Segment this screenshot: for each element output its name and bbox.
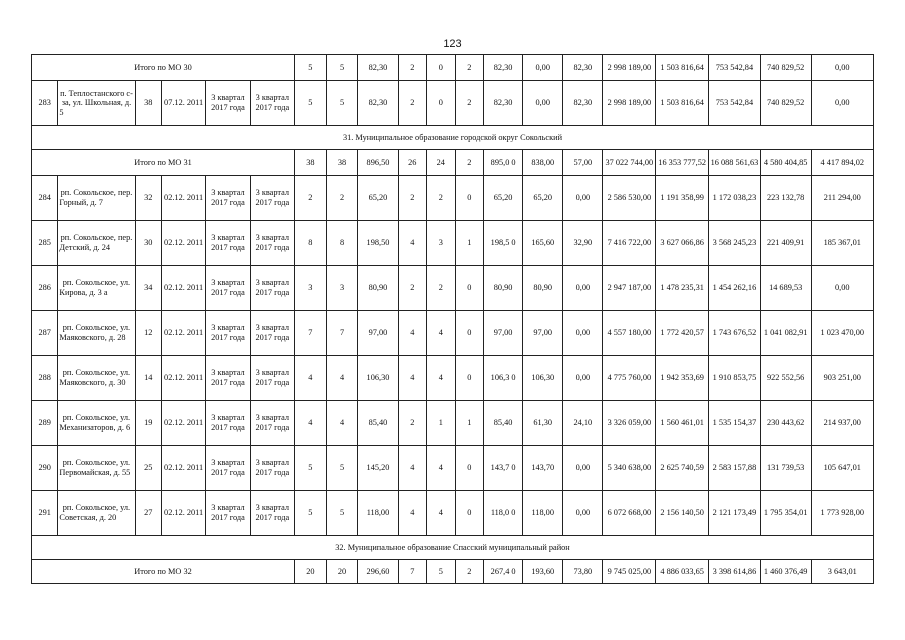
table-row bbox=[32, 446, 874, 491]
cell: 5 bbox=[326, 55, 358, 81]
cell: 838,00 bbox=[523, 150, 563, 176]
cell: 3 квартал 2017 года bbox=[250, 176, 294, 221]
cell: 14 689,53 bbox=[760, 266, 811, 311]
cell: 32 bbox=[135, 176, 161, 221]
cell: 3 квартал 2017 года bbox=[206, 356, 250, 401]
address-cell: рп. Сокольское, пер. Горный, д. 7 bbox=[58, 176, 135, 221]
cell: 2 583 157,88 bbox=[709, 446, 761, 491]
cell: 1 503 816,64 bbox=[656, 55, 709, 81]
cell: 2 bbox=[398, 266, 427, 311]
cell: 4 bbox=[295, 356, 327, 401]
cell: 2 947 187,00 bbox=[603, 266, 656, 311]
row-number: 283 bbox=[32, 81, 58, 126]
table-row bbox=[32, 81, 874, 126]
cell: 2 bbox=[455, 150, 484, 176]
cell: 4 bbox=[398, 491, 427, 536]
cell: 19 bbox=[135, 401, 161, 446]
cell: 0,00 bbox=[563, 491, 603, 536]
cell: 3 bbox=[295, 266, 327, 311]
cell: 4 bbox=[398, 446, 427, 491]
cell: 2 bbox=[398, 176, 427, 221]
address-cell: рп. Сокольское, ул. Маяковского, д. 30 bbox=[58, 356, 135, 401]
cell: 3 квартал 2017 года bbox=[206, 176, 250, 221]
cell: 16 088 561,63 bbox=[709, 150, 761, 176]
cell: 82,30 bbox=[563, 81, 603, 126]
section-row bbox=[32, 536, 874, 560]
cell: 65,20 bbox=[523, 176, 563, 221]
cell: 4 580 404,85 bbox=[760, 150, 811, 176]
cell: 2 998 189,00 bbox=[603, 81, 656, 126]
date-cell: 02.12. 2011 bbox=[161, 176, 205, 221]
cell: 85,40 bbox=[358, 401, 398, 446]
section-heading: 32. Муниципальное образование Спасский муниципальный район bbox=[32, 536, 874, 560]
cell: 193,60 bbox=[523, 560, 563, 584]
table-row bbox=[32, 356, 874, 401]
cell: 0 bbox=[455, 311, 484, 356]
cell: 2 bbox=[427, 266, 456, 311]
cell: 85,40 bbox=[484, 401, 523, 446]
row-number: 287 bbox=[32, 311, 58, 356]
cell: 34 bbox=[135, 266, 161, 311]
cell: 2 bbox=[455, 560, 484, 584]
cell: 118,0 0 bbox=[484, 491, 523, 536]
cell: 903 251,00 bbox=[811, 356, 873, 401]
cell: 65,20 bbox=[484, 176, 523, 221]
cell: 1 041 082,91 bbox=[760, 311, 811, 356]
cell: 30 bbox=[135, 221, 161, 266]
section-row bbox=[32, 126, 874, 150]
cell: 3 квартал 2017 года bbox=[206, 491, 250, 536]
total-label: Итого по МО 31 bbox=[32, 150, 295, 176]
total-row-mo32 bbox=[32, 560, 874, 584]
address-cell: рп. Сокольское, ул. Механизаторов, д. 6 bbox=[58, 401, 135, 446]
cell: 27 bbox=[135, 491, 161, 536]
cell: 20 bbox=[295, 560, 327, 584]
cell: 0 bbox=[455, 266, 484, 311]
cell: 0,00 bbox=[523, 55, 563, 81]
row-number: 291 bbox=[32, 491, 58, 536]
date-cell: 02.12. 2011 bbox=[161, 401, 205, 446]
cell: 0 bbox=[455, 356, 484, 401]
cell: 97,00 bbox=[523, 311, 563, 356]
cell: 2 bbox=[295, 176, 327, 221]
cell: 106,30 bbox=[523, 356, 563, 401]
cell: 3 квартал 2017 года bbox=[206, 81, 250, 126]
cell: 753 542,84 bbox=[709, 81, 761, 126]
cell: 3 квартал 2017 года bbox=[206, 266, 250, 311]
cell: 2 bbox=[427, 176, 456, 221]
date-cell: 02.12. 2011 bbox=[161, 266, 205, 311]
cell: 24,10 bbox=[563, 401, 603, 446]
page-number: 123 bbox=[443, 38, 462, 50]
row-number: 290 bbox=[32, 446, 58, 491]
cell: 4 bbox=[427, 491, 456, 536]
cell: 3 bbox=[427, 221, 456, 266]
table-row bbox=[32, 401, 874, 446]
cell: 37 022 744,00 bbox=[603, 150, 656, 176]
cell: 57,00 bbox=[563, 150, 603, 176]
cell: 3 квартал 2017 года bbox=[250, 401, 294, 446]
cell: 214 937,00 bbox=[811, 401, 873, 446]
cell: 2 bbox=[398, 401, 427, 446]
address-cell: рп. Сокольское, ул. Первомайская, д. 55 bbox=[58, 446, 135, 491]
table-row bbox=[32, 221, 874, 266]
cell: 4 557 180,00 bbox=[603, 311, 656, 356]
cell: 740 829,52 bbox=[760, 55, 811, 81]
cell: 2 bbox=[398, 55, 427, 81]
total-label: Итого по МО 30 bbox=[32, 55, 295, 81]
cell: 80,90 bbox=[484, 266, 523, 311]
cell: 3 квартал 2017 года bbox=[250, 491, 294, 536]
cell: 3 квартал 2017 года bbox=[250, 311, 294, 356]
date-cell: 07.12. 2011 bbox=[161, 81, 205, 126]
cell: 1 773 928,00 bbox=[811, 491, 873, 536]
cell: 2 bbox=[398, 81, 427, 126]
cell: 5 340 638,00 bbox=[603, 446, 656, 491]
cell: 5 bbox=[295, 81, 327, 126]
cell: 4 bbox=[326, 401, 358, 446]
cell: 82,30 bbox=[484, 81, 523, 126]
cell: 922 552,56 bbox=[760, 356, 811, 401]
cell: 26 bbox=[398, 150, 427, 176]
cell: 0 bbox=[455, 176, 484, 221]
cell: 97,00 bbox=[484, 311, 523, 356]
cell: 3 квартал 2017 года bbox=[250, 266, 294, 311]
cell: 4 775 760,00 bbox=[603, 356, 656, 401]
row-number: 285 bbox=[32, 221, 58, 266]
cell: 38 bbox=[135, 81, 161, 126]
cell: 0,00 bbox=[811, 81, 873, 126]
cell: 61,30 bbox=[523, 401, 563, 446]
cell: 1 bbox=[455, 221, 484, 266]
total-label: Итого по МО 32 bbox=[32, 560, 295, 584]
cell: 0 bbox=[455, 491, 484, 536]
cell: 0,00 bbox=[811, 55, 873, 81]
cell: 80,90 bbox=[358, 266, 398, 311]
cell: 0 bbox=[455, 446, 484, 491]
cell: 2 156 140,50 bbox=[656, 491, 709, 536]
cell: 1 460 376,49 bbox=[760, 560, 811, 584]
cell: 3 398 614,86 bbox=[709, 560, 761, 584]
cell: 0,00 bbox=[563, 311, 603, 356]
cell: 106,3 0 bbox=[484, 356, 523, 401]
cell: 267,4 0 bbox=[484, 560, 523, 584]
cell: 16 353 777,52 bbox=[656, 150, 709, 176]
cell: 80,90 bbox=[523, 266, 563, 311]
cell: 2 998 189,00 bbox=[603, 55, 656, 81]
cell: 895,0 0 bbox=[484, 150, 523, 176]
cell: 3 568 245,23 bbox=[709, 221, 761, 266]
cell: 1 743 676,52 bbox=[709, 311, 761, 356]
cell: 145,20 bbox=[358, 446, 398, 491]
cell: 82,30 bbox=[358, 81, 398, 126]
cell: 1 191 358,99 bbox=[656, 176, 709, 221]
cell: 2 bbox=[455, 55, 484, 81]
cell: 230 443,62 bbox=[760, 401, 811, 446]
cell: 73,80 bbox=[563, 560, 603, 584]
cell: 0,00 bbox=[563, 446, 603, 491]
cell: 221 409,91 bbox=[760, 221, 811, 266]
cell: 14 bbox=[135, 356, 161, 401]
cell: 1 478 235,31 bbox=[656, 266, 709, 311]
cell: 3 квартал 2017 года bbox=[250, 446, 294, 491]
cell: 3 квартал 2017 года bbox=[206, 311, 250, 356]
cell: 4 bbox=[398, 311, 427, 356]
cell: 8 bbox=[295, 221, 327, 266]
cell: 3 627 066,86 bbox=[656, 221, 709, 266]
cell: 198,5 0 bbox=[484, 221, 523, 266]
cell: 753 542,84 bbox=[709, 55, 761, 81]
housing-register-table bbox=[31, 54, 874, 584]
cell: 198,50 bbox=[358, 221, 398, 266]
cell: 0,00 bbox=[563, 356, 603, 401]
cell: 165,60 bbox=[523, 221, 563, 266]
cell: 0,00 bbox=[563, 176, 603, 221]
cell: 1 942 353,69 bbox=[656, 356, 709, 401]
cell: 4 bbox=[295, 401, 327, 446]
cell: 5 bbox=[295, 55, 327, 81]
cell: 1 772 420,57 bbox=[656, 311, 709, 356]
cell: 131 739,53 bbox=[760, 446, 811, 491]
cell: 1 bbox=[427, 401, 456, 446]
cell: 8 bbox=[326, 221, 358, 266]
date-cell: 02.12. 2011 bbox=[161, 356, 205, 401]
row-number: 286 bbox=[32, 266, 58, 311]
cell: 296,60 bbox=[358, 560, 398, 584]
cell: 0 bbox=[427, 55, 456, 81]
cell: 82,30 bbox=[358, 55, 398, 81]
cell: 0,00 bbox=[523, 81, 563, 126]
table-row bbox=[32, 176, 874, 221]
cell: 211 294,00 bbox=[811, 176, 873, 221]
cell: 25 bbox=[135, 446, 161, 491]
cell: 3 квартал 2017 года bbox=[250, 356, 294, 401]
date-cell: 02.12. 2011 bbox=[161, 221, 205, 266]
cell: 5 bbox=[295, 491, 327, 536]
cell: 185 367,01 bbox=[811, 221, 873, 266]
cell: 106,30 bbox=[358, 356, 398, 401]
address-cell: рп. Сокольское, ул. Маяковского, д. 28 bbox=[58, 311, 135, 356]
cell: 3 326 059,00 bbox=[603, 401, 656, 446]
cell: 4 bbox=[398, 221, 427, 266]
row-number: 284 bbox=[32, 176, 58, 221]
cell: 1 795 354,01 bbox=[760, 491, 811, 536]
total-row-mo30 bbox=[32, 55, 874, 81]
cell: 896,50 bbox=[358, 150, 398, 176]
cell: 5 bbox=[295, 446, 327, 491]
row-number: 289 bbox=[32, 401, 58, 446]
cell: 97,00 bbox=[358, 311, 398, 356]
cell: 2 121 173,49 bbox=[709, 491, 761, 536]
cell: 3 bbox=[326, 266, 358, 311]
cell: 118,00 bbox=[358, 491, 398, 536]
row-number: 288 bbox=[32, 356, 58, 401]
cell: 5 bbox=[427, 560, 456, 584]
cell: 5 bbox=[326, 81, 358, 126]
cell: 1 535 154,37 bbox=[709, 401, 761, 446]
cell: 82,30 bbox=[563, 55, 603, 81]
cell: 4 bbox=[398, 356, 427, 401]
cell: 4 bbox=[427, 356, 456, 401]
cell: 12 bbox=[135, 311, 161, 356]
cell: 20 bbox=[326, 560, 358, 584]
cell: 4 bbox=[427, 311, 456, 356]
cell: 0,00 bbox=[811, 266, 873, 311]
cell: 5 bbox=[326, 446, 358, 491]
cell: 4 bbox=[326, 356, 358, 401]
cell: 143,7 0 bbox=[484, 446, 523, 491]
cell: 223 132,78 bbox=[760, 176, 811, 221]
cell: 1 454 262,16 bbox=[709, 266, 761, 311]
cell: 0 bbox=[427, 81, 456, 126]
cell: 9 745 025,00 bbox=[603, 560, 656, 584]
address-cell: рп. Сокольское, пер. Детский, д. 24 bbox=[58, 221, 135, 266]
cell: 65,20 bbox=[358, 176, 398, 221]
cell: 143,70 bbox=[523, 446, 563, 491]
cell: 1 bbox=[455, 401, 484, 446]
cell: 6 072 668,00 bbox=[603, 491, 656, 536]
date-cell: 02.12. 2011 bbox=[161, 311, 205, 356]
cell: 0,00 bbox=[563, 266, 603, 311]
cell: 5 bbox=[326, 491, 358, 536]
address-cell: п. Теплостанского с-за, ул. Школьная, д. 5 bbox=[58, 81, 135, 126]
cell: 38 bbox=[326, 150, 358, 176]
cell: 3 квартал 2017 года bbox=[250, 221, 294, 266]
cell: 2 bbox=[455, 81, 484, 126]
cell: 3 квартал 2017 года bbox=[206, 221, 250, 266]
cell: 3 квартал 2017 года bbox=[250, 81, 294, 126]
cell: 1 560 461,01 bbox=[656, 401, 709, 446]
cell: 1 023 470,00 bbox=[811, 311, 873, 356]
cell: 740 829,52 bbox=[760, 81, 811, 126]
date-cell: 02.12. 2011 bbox=[161, 446, 205, 491]
cell: 32,90 bbox=[563, 221, 603, 266]
address-cell: рп. Сокольское, ул. Советская, д. 20 bbox=[58, 491, 135, 536]
cell: 3 643,01 bbox=[811, 560, 873, 584]
cell: 7 bbox=[295, 311, 327, 356]
cell: 38 bbox=[295, 150, 327, 176]
cell: 1 172 038,23 bbox=[709, 176, 761, 221]
cell: 118,00 bbox=[523, 491, 563, 536]
cell: 2 bbox=[326, 176, 358, 221]
cell: 2 586 530,00 bbox=[603, 176, 656, 221]
cell: 7 416 722,00 bbox=[603, 221, 656, 266]
cell: 3 квартал 2017 года bbox=[206, 446, 250, 491]
address-cell: рп. Сокольское, ул. Кирова, д. 3 а bbox=[58, 266, 135, 311]
cell: 7 bbox=[398, 560, 427, 584]
cell: 3 квартал 2017 года bbox=[206, 401, 250, 446]
date-cell: 02.12. 2011 bbox=[161, 491, 205, 536]
table-row bbox=[32, 491, 874, 536]
cell: 7 bbox=[326, 311, 358, 356]
cell: 24 bbox=[427, 150, 456, 176]
cell: 1 503 816,64 bbox=[656, 81, 709, 126]
cell: 4 886 033,65 bbox=[656, 560, 709, 584]
table-row bbox=[32, 311, 874, 356]
cell: 4 417 894,02 bbox=[811, 150, 873, 176]
section-heading: 31. Муниципальное образование городской округ Сокольский bbox=[32, 126, 874, 150]
table-row bbox=[32, 266, 874, 311]
cell: 4 bbox=[427, 446, 456, 491]
cell: 2 625 740,59 bbox=[656, 446, 709, 491]
cell: 1 910 853,75 bbox=[709, 356, 761, 401]
cell: 105 647,01 bbox=[811, 446, 873, 491]
cell: 82,30 bbox=[484, 55, 523, 81]
total-row-mo31 bbox=[32, 150, 874, 176]
